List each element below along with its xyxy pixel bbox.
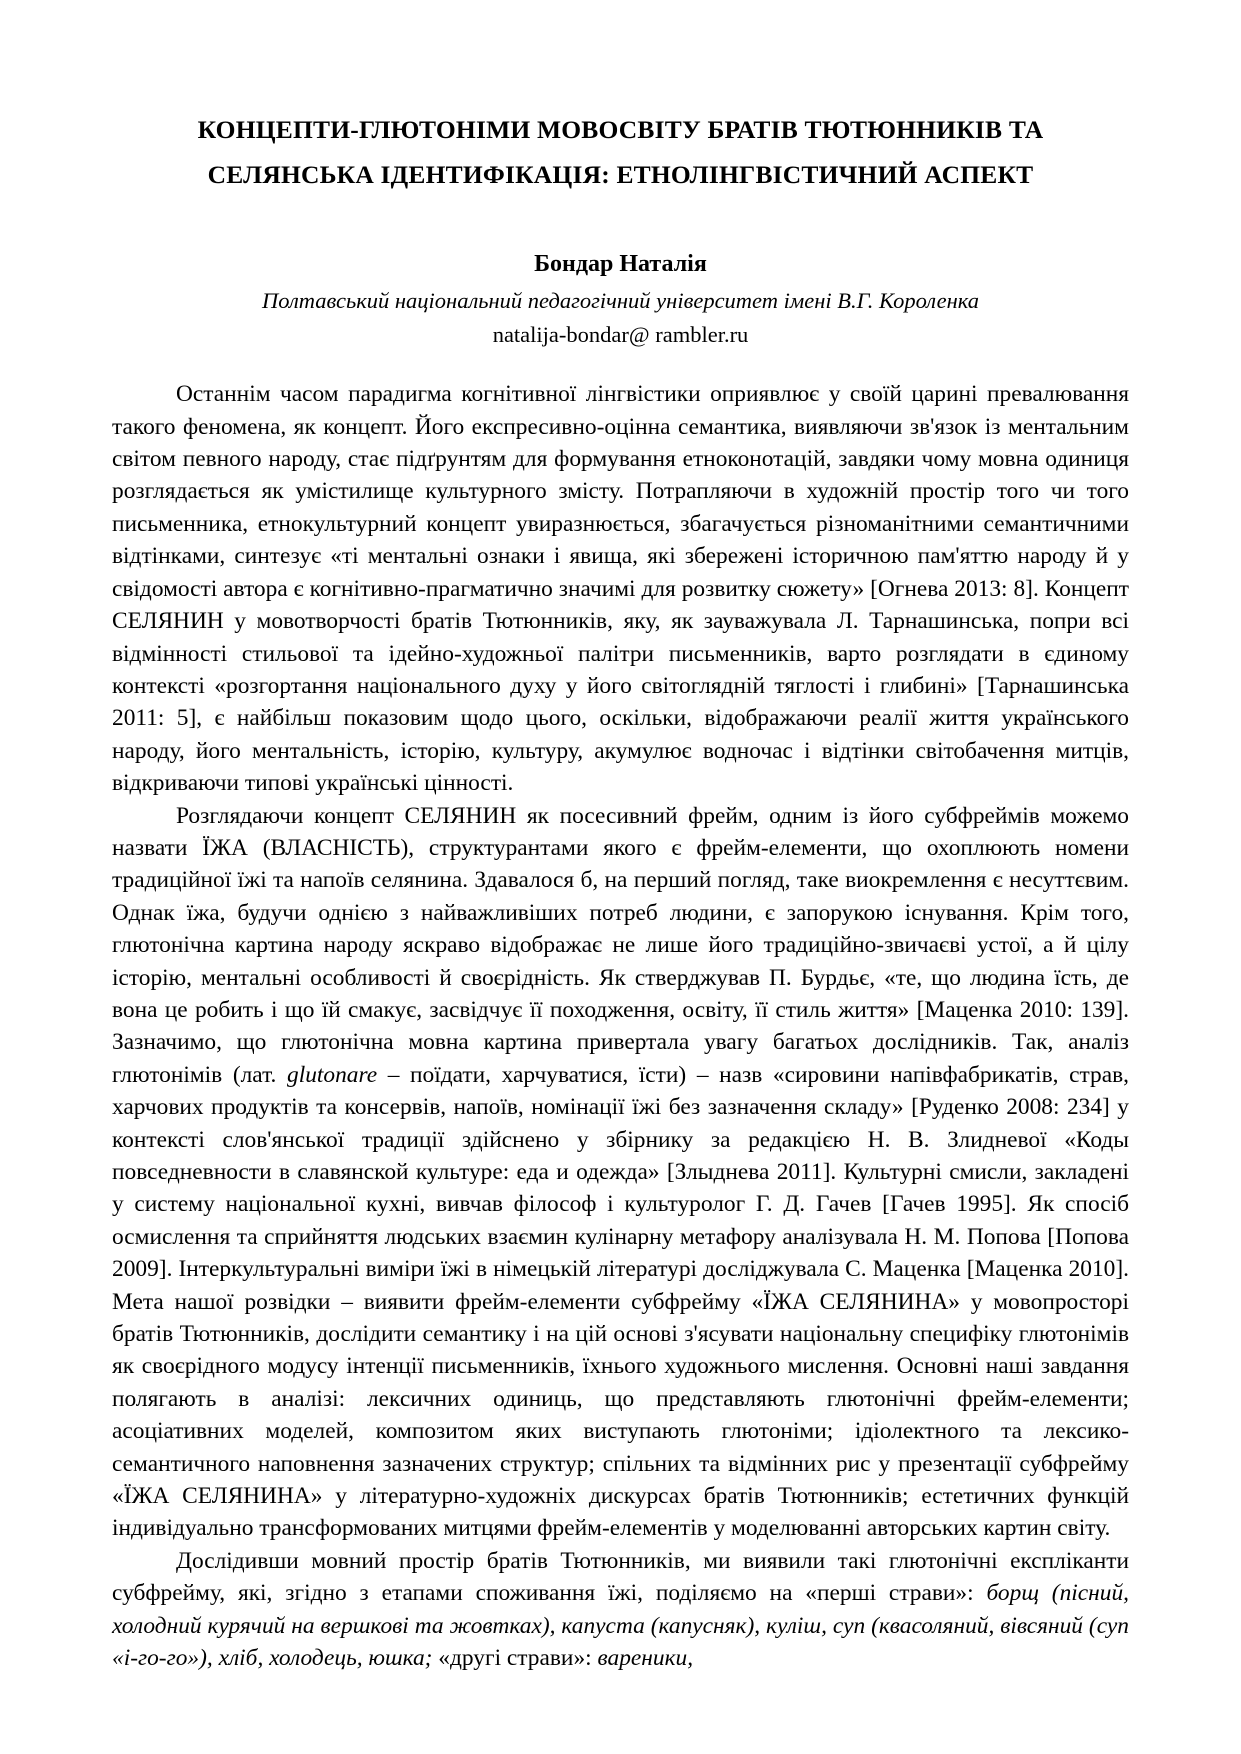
paragraph-2-part-2: – поїдати, харчуватися, їсти) – назв «сировини напівфабрикатів, страв, харчових продуктів та консервів, напоїв, номінації їжі без зазначення складу» [Руденко 2008: 234] у контексті слов'янської традиції здійснено у збірнику за редакцією Н. В. Злидневої «Коды повседневности в славянской культуре: еда и одежда» [Злыднева 2011]. Культурні смисли, закладені у систему національної кухні, вивчав філософ і культуролог Г. Д. Гачев [Гачев 1995]. Як спосіб осмислення та сприйняття людських взаємин кулінарну метафору аналізувала Н. М. Попова [Попова 2009]. Інтеркультуральні виміри їжі в німецькій літературі досліджувала С. Маценка [Маценка 2010]. Мета нашої розвідки – виявити фрейм-елементи субфрейму «ЇЖА СЕЛЯНИНА» у мовопросторі братів Тютюнників, дослідити семантику і на цій основі з'ясувати національну специфіку глютонімів як своєрідного модусу інтенції письменників, їхнього художнього мислення. Основні наші завдання полягають в аналізі: лексичних одиниць, що представляють глютонічні фрейм-елементи; асоціативних моделей, композитом яких виступають глютоніми; ідіолектного та лексико-семантичного наповнення зазначених структур; спільних та відмінних рис у презентації субфрейму «ЇЖА СЕЛЯНИНА» у літературно-художніх дискурсах братів Тютюнників; естетичних функцій індивідуально трансформованих митцями фрейм-елементів у моделюванні авторських картин світу.: [112, 1061, 1129, 1542]
author-name: Бондар Наталія: [534, 251, 707, 278]
second-courses-list: вареники,: [597, 1645, 694, 1672]
title-line-2: СЕЛЯНСЬКА ІДЕНТИФІКАЦІЯ: ЕТНОЛІНГВІСТИЧНИЙ АСПЕКТ: [207, 159, 1034, 189]
author-email: natalija-bondar@ rambler.ru: [492, 322, 749, 348]
paragraph-3-part-1: Дослідивши мовний простір братів Тютюнників, ми виявили такі глютонічні експліканти субфрейму, які, згідно з етапами споживання їжі, поділяємо на «перші страви»:: [112, 1547, 1129, 1607]
latin-term-glutonare: glutonare: [287, 1061, 378, 1088]
paragraph-3-part-2: «другі страви»:: [432, 1645, 598, 1672]
author-affiliation: Полтавський національний педагогічний університет імені В.Г. Короленка: [262, 288, 979, 314]
article-body: [112, 378, 1129, 1674]
paragraph-2-part-1: Розглядаючи концепт СЕЛЯНИН як посесивний фрейм, одним із його субфреймів можемо назвати ЇЖА (ВЛАСНІСТЬ), структурантами якого є фрейм-елементи, що охоплюють номени традиційної їжі та напоїв селянина. Здавалося б, на перший погляд, таке виокремлення є несуттєвим. Однак їжа, будучи однією з найважливіших потреб людини, є запорукою існування. Крім того, глютонічна картина народу яскраво відображає не лише його традиційно-звичаєві устої, а й цілу історію, ментальні особливості й своєрідність. Як стверджував П. Бурдьє, «те, що людина їсть, де вона це робить і що їй смакує, засвідчує її походження, освіту, її стиль життя» [Маценка 2010: 139]. Зазначимо, що глютонічна мовна картина привертала увагу багатьох дослідників. Так, аналіз глютонімів (лат.: [112, 802, 1129, 1088]
paragraph-2: [112, 800, 1129, 1545]
paragraph-1: Останнім часом парадигма когнітивної лінгвістики оприявлює у своїй царині превалювання такого феномена, як концепт. Його експресивно-оцінна семантика, виявляючи зв'язок із ментальним світом певного народу, стає підґрунтям для формування етноконотацій, завдяки чому мовна одиниця розглядається як умістилище культурного змісту. Потрапляючи в художній простір того чи того письменника, етнокультурний концепт увиразнюється, збагачується різноманітними семантичними відтінками, синтезує «ті ментальні ознаки і явища, які збережені історичною пам'яттю народу й у свідомості автора є когнітивно-прагматично значимі для розвитку сюжету» [Огнева 2013: 8]. Концепт СЕЛЯНИН у мовотворчості братів Тютюнників, яку, як зауважувала Л. Тарнашинська, попри всі відмінності стильової та ідейно-художньої палітри письменників, варто розглядати в єдиному контексті «розгортання національного духу у його світоглядній тяглості і глибині» [Тарнашинська 2011: 5], є найбільш показовим щодо цього, оскільки, відображаючи реалії життя українського народу, його ментальність, історію, культуру, акумулює водночас і відтінки світобачення митців, відкриваючи типові українські цінності.: [112, 381, 1129, 797]
first-courses-list: борщ (пісний, холодний курячий на вершкові та жовтках), капуста (капусняк), куліш, суп (квасоляний, вівсяний (суп «і-го-го»), хліб, холодець, юшка;: [112, 1580, 1130, 1672]
paragraph-3: [112, 1545, 1129, 1675]
title-line-1: КОНЦЕПТИ-ГЛЮТОНІМИ МОВОСВІТУ БРАТІВ ТЮТЮННИКІВ ТА: [197, 115, 1044, 144]
page-title: [126, 108, 1115, 197]
